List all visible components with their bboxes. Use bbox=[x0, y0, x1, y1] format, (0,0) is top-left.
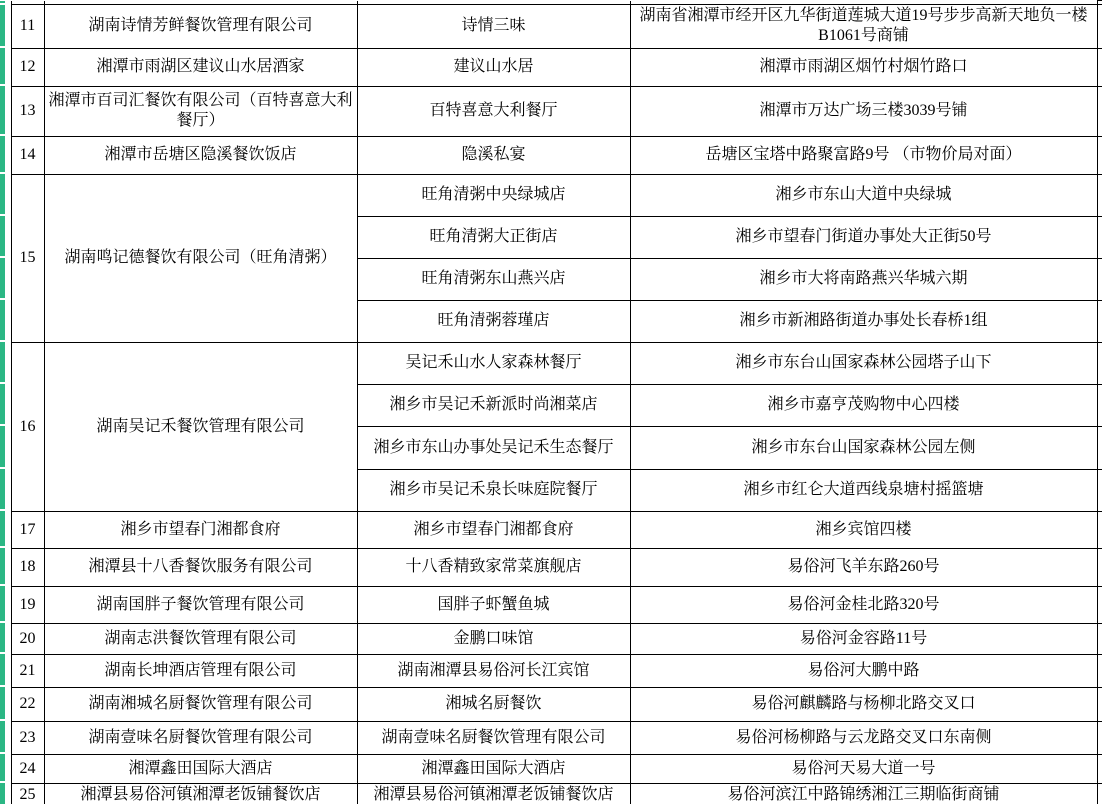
right-gutter-cell bbox=[1097, 469, 1102, 511]
table-row bbox=[0, 174, 1102, 216]
cell-store-name[interactable]: 旺角清粥东山燕兴店 bbox=[357, 258, 630, 300]
left-gutter-cell bbox=[0, 511, 11, 548]
right-gutter-cell bbox=[1097, 384, 1102, 426]
cell-address[interactable]: 湘潭市万达广场三楼3039号铺 bbox=[630, 86, 1097, 136]
left-gutter-cell bbox=[0, 623, 11, 654]
cell-address[interactable]: 易俗河麒麟路与杨柳北路交叉口 bbox=[630, 687, 1097, 721]
cell-address[interactable]: 湘潭市雨湖区烟竹村烟竹路口 bbox=[630, 48, 1097, 86]
cell-store-name[interactable]: 湘乡市吴记禾泉长味庭院餐厅 bbox=[357, 469, 630, 511]
cell-company-name[interactable]: 湘潭市岳塘区隐溪餐饮饭店 bbox=[44, 136, 357, 174]
left-gutter-cell bbox=[0, 174, 11, 216]
left-gutter-cell bbox=[0, 86, 11, 136]
left-gutter-cell bbox=[0, 216, 11, 258]
right-gutter-cell bbox=[1097, 623, 1102, 654]
table-row bbox=[0, 623, 1102, 654]
left-gutter-cell bbox=[0, 48, 11, 86]
cell-address[interactable]: 易俗河大鹏中路 bbox=[630, 654, 1097, 687]
left-gutter-cell bbox=[0, 687, 11, 721]
cell-address[interactable]: 湘乡市红仑大道西线泉塘村摇篮塘 bbox=[630, 469, 1097, 511]
right-gutter-cell bbox=[1097, 687, 1102, 721]
cell-store-name[interactable]: 湘乡市望春门湘都食府 bbox=[357, 511, 630, 548]
table-row bbox=[0, 687, 1102, 721]
cell-address[interactable]: 湘乡市新湘路街道办事处长春桥1组 bbox=[630, 300, 1097, 342]
cell-store-name[interactable]: 国胖子虾蟹鱼城 bbox=[357, 586, 630, 623]
cell-company-name[interactable]: 湖南鸣记德餐饮有限公司（旺角清粥） bbox=[44, 174, 357, 342]
table-row bbox=[0, 342, 1102, 384]
cell-store-name[interactable]: 湘潭县易俗河镇湘潭老饭铺餐饮店 bbox=[357, 783, 630, 804]
cell-address[interactable]: 湘乡市东台山国家森林公园左侧 bbox=[630, 426, 1097, 469]
table-row bbox=[0, 721, 1102, 754]
cell-store-name[interactable]: 湘乡市吴记禾新派时尚湘菜店 bbox=[357, 384, 630, 426]
cell-store-name[interactable]: 湖南壹味名厨餐饮管理有限公司 bbox=[357, 721, 630, 754]
cell-address[interactable]: 湘乡市望春门街道办事处大正街50号 bbox=[630, 216, 1097, 258]
cell-row-number[interactable]: 22 bbox=[11, 687, 44, 721]
left-gutter-cell bbox=[0, 754, 11, 783]
cell-address[interactable]: 易俗河金桂北路320号 bbox=[630, 586, 1097, 623]
left-gutter-cell bbox=[0, 384, 11, 426]
cell-store-name[interactable]: 吴记禾山水人家森林餐厅 bbox=[357, 342, 630, 384]
cell-company-name[interactable]: 湘潭市雨湖区建议山水居酒家 bbox=[44, 48, 357, 86]
table-row bbox=[0, 754, 1102, 783]
cell-address[interactable]: 湘乡宾馆四楼 bbox=[630, 511, 1097, 548]
cell-address[interactable]: 湘乡市东山大道中央绿城 bbox=[630, 174, 1097, 216]
right-gutter-cell bbox=[1097, 654, 1102, 687]
left-gutter-cell bbox=[0, 136, 11, 174]
cell-company-name[interactable]: 湘潭鑫田国际大酒店 bbox=[44, 754, 357, 783]
cell-company-name[interactable]: 湘潭县十八香餐饮服务有限公司 bbox=[44, 548, 357, 586]
cell-company-name[interactable]: 湖南壹味名厨餐饮管理有限公司 bbox=[44, 721, 357, 754]
cell-address[interactable]: 易俗河滨江中路锦绣湘江三期临街商铺 bbox=[630, 783, 1097, 804]
cell-row-number[interactable]: 25 bbox=[11, 783, 44, 804]
table-row bbox=[0, 48, 1102, 86]
table-row bbox=[0, 783, 1102, 804]
cell-store-name[interactable]: 湘城名厨餐饮 bbox=[357, 687, 630, 721]
cell-row-number[interactable]: 16 bbox=[11, 342, 44, 511]
cell-company-name[interactable]: 湖南长坤酒店管理有限公司 bbox=[44, 654, 357, 687]
right-gutter-cell bbox=[1097, 48, 1102, 86]
left-gutter-cell bbox=[0, 5, 11, 49]
left-gutter-cell bbox=[0, 342, 11, 384]
cell-store-name[interactable]: 十八香精致家常菜旗舰店 bbox=[357, 548, 630, 586]
right-gutter-cell bbox=[1097, 86, 1102, 136]
right-gutter-cell bbox=[1097, 783, 1102, 804]
cell-row-number[interactable]: 11 bbox=[11, 5, 44, 49]
left-gutter-cell bbox=[0, 783, 11, 804]
table-row bbox=[0, 548, 1102, 586]
table-row bbox=[0, 136, 1102, 174]
left-gutter-cell bbox=[0, 654, 11, 687]
left-gutter-cell bbox=[0, 586, 11, 623]
table-row bbox=[0, 654, 1102, 687]
right-gutter-cell bbox=[1097, 426, 1102, 469]
table-row bbox=[0, 511, 1102, 548]
left-gutter-cell bbox=[0, 721, 11, 754]
left-gutter-cell bbox=[0, 258, 11, 300]
right-gutter-cell bbox=[1097, 5, 1102, 49]
cell-row-number[interactable]: 19 bbox=[11, 586, 44, 623]
left-gutter-cell bbox=[0, 469, 11, 511]
cell-company-name[interactable]: 湖南国胖子餐饮管理有限公司 bbox=[44, 586, 357, 623]
cell-company-name[interactable]: 湖南湘城名厨餐饮管理有限公司 bbox=[44, 687, 357, 721]
cell-store-name[interactable]: 旺角清粥蓉瑾店 bbox=[357, 300, 630, 342]
cell-row-number[interactable]: 24 bbox=[11, 754, 44, 783]
cell-address[interactable]: 湖南省湘潭市经开区九华街道莲城大道19号步步高新天地负一楼B1061号商铺 bbox=[630, 5, 1097, 49]
table-row bbox=[0, 86, 1102, 136]
cell-store-name[interactable]: 金鹏口味馆 bbox=[357, 623, 630, 654]
cell-row-number[interactable]: 17 bbox=[11, 511, 44, 548]
right-gutter-cell bbox=[1097, 754, 1102, 783]
cell-address[interactable]: 易俗河天易大道一号 bbox=[630, 754, 1097, 783]
cell-row-number[interactable]: 13 bbox=[11, 86, 44, 136]
cell-store-name[interactable]: 湖南湘潭县易俗河长江宾馆 bbox=[357, 654, 630, 687]
cell-row-number[interactable]: 15 bbox=[11, 174, 44, 342]
cell-address[interactable]: 易俗河金容路11号 bbox=[630, 623, 1097, 654]
right-gutter-cell bbox=[1097, 136, 1102, 174]
right-gutter-cell bbox=[1097, 300, 1102, 342]
cell-row-number[interactable]: 18 bbox=[11, 548, 44, 586]
cell-address[interactable]: 湘乡市嘉亨茂购物中心四楼 bbox=[630, 384, 1097, 426]
table-row bbox=[0, 586, 1102, 623]
cell-store-name[interactable]: 湘乡市东山办事处吴记禾生态餐厅 bbox=[357, 426, 630, 469]
left-gutter-cell bbox=[0, 548, 11, 586]
cell-row-number[interactable]: 21 bbox=[11, 654, 44, 687]
right-gutter-cell bbox=[1097, 586, 1102, 623]
restaurant-table-body bbox=[0, 1, 1102, 804]
cell-store-name[interactable]: 隐溪私宴 bbox=[357, 136, 630, 174]
cell-company-name[interactable]: 湖南志洪餐饮管理有限公司 bbox=[44, 623, 357, 654]
cell-address[interactable]: 湘乡市东台山国家森林公园塔子山下 bbox=[630, 342, 1097, 384]
cell-address[interactable]: 岳塘区宝塔中路聚富路9号 （市物价局对面） bbox=[630, 136, 1097, 174]
cell-store-name[interactable]: 旺角清粥大正街店 bbox=[357, 216, 630, 258]
cell-row-number[interactable]: 14 bbox=[11, 136, 44, 174]
cell-company-name[interactable]: 湘潭市百司汇餐饮有限公司（百特喜意大利餐厅） bbox=[44, 86, 357, 136]
right-gutter-cell bbox=[1097, 174, 1102, 216]
cell-address[interactable]: 易俗河飞羊东路260号 bbox=[630, 548, 1097, 586]
left-gutter-cell bbox=[0, 300, 11, 342]
cell-company-name[interactable]: 湘乡市望春门湘都食府 bbox=[44, 511, 357, 548]
cell-company-name[interactable]: 湖南诗情芳鲜餐饮管理有限公司 bbox=[44, 5, 357, 49]
cell-company-name[interactable]: 湖南吴记禾餐饮管理有限公司 bbox=[44, 342, 357, 511]
right-gutter-cell bbox=[1097, 342, 1102, 384]
right-gutter-cell bbox=[1097, 216, 1102, 258]
cell-store-name[interactable]: 湘潭鑫田国际大酒店 bbox=[357, 754, 630, 783]
cell-address[interactable]: 易俗河杨柳路与云龙路交叉口东南侧 bbox=[630, 721, 1097, 754]
left-gutter-cell bbox=[0, 426, 11, 469]
cell-store-name[interactable]: 旺角清粥中央绿城店 bbox=[357, 174, 630, 216]
cell-store-name[interactable]: 建议山水居 bbox=[357, 48, 630, 86]
cell-row-number[interactable]: 20 bbox=[11, 623, 44, 654]
right-gutter-cell bbox=[1097, 721, 1102, 754]
right-gutter-cell bbox=[1097, 548, 1102, 586]
right-gutter-cell bbox=[1097, 258, 1102, 300]
cell-store-name[interactable]: 百特喜意大利餐厅 bbox=[357, 86, 630, 136]
cell-company-name[interactable]: 湘潭县易俗河镇湘潭老饭铺餐饮店 bbox=[44, 783, 357, 804]
cell-store-name[interactable]: 诗情三味 bbox=[357, 5, 630, 49]
right-gutter-cell bbox=[1097, 511, 1102, 548]
cell-address[interactable]: 湘乡市大将南路燕兴华城六期 bbox=[630, 258, 1097, 300]
cell-row-number[interactable]: 12 bbox=[11, 48, 44, 86]
table-row bbox=[0, 5, 1102, 49]
cell-row-number[interactable]: 23 bbox=[11, 721, 44, 754]
